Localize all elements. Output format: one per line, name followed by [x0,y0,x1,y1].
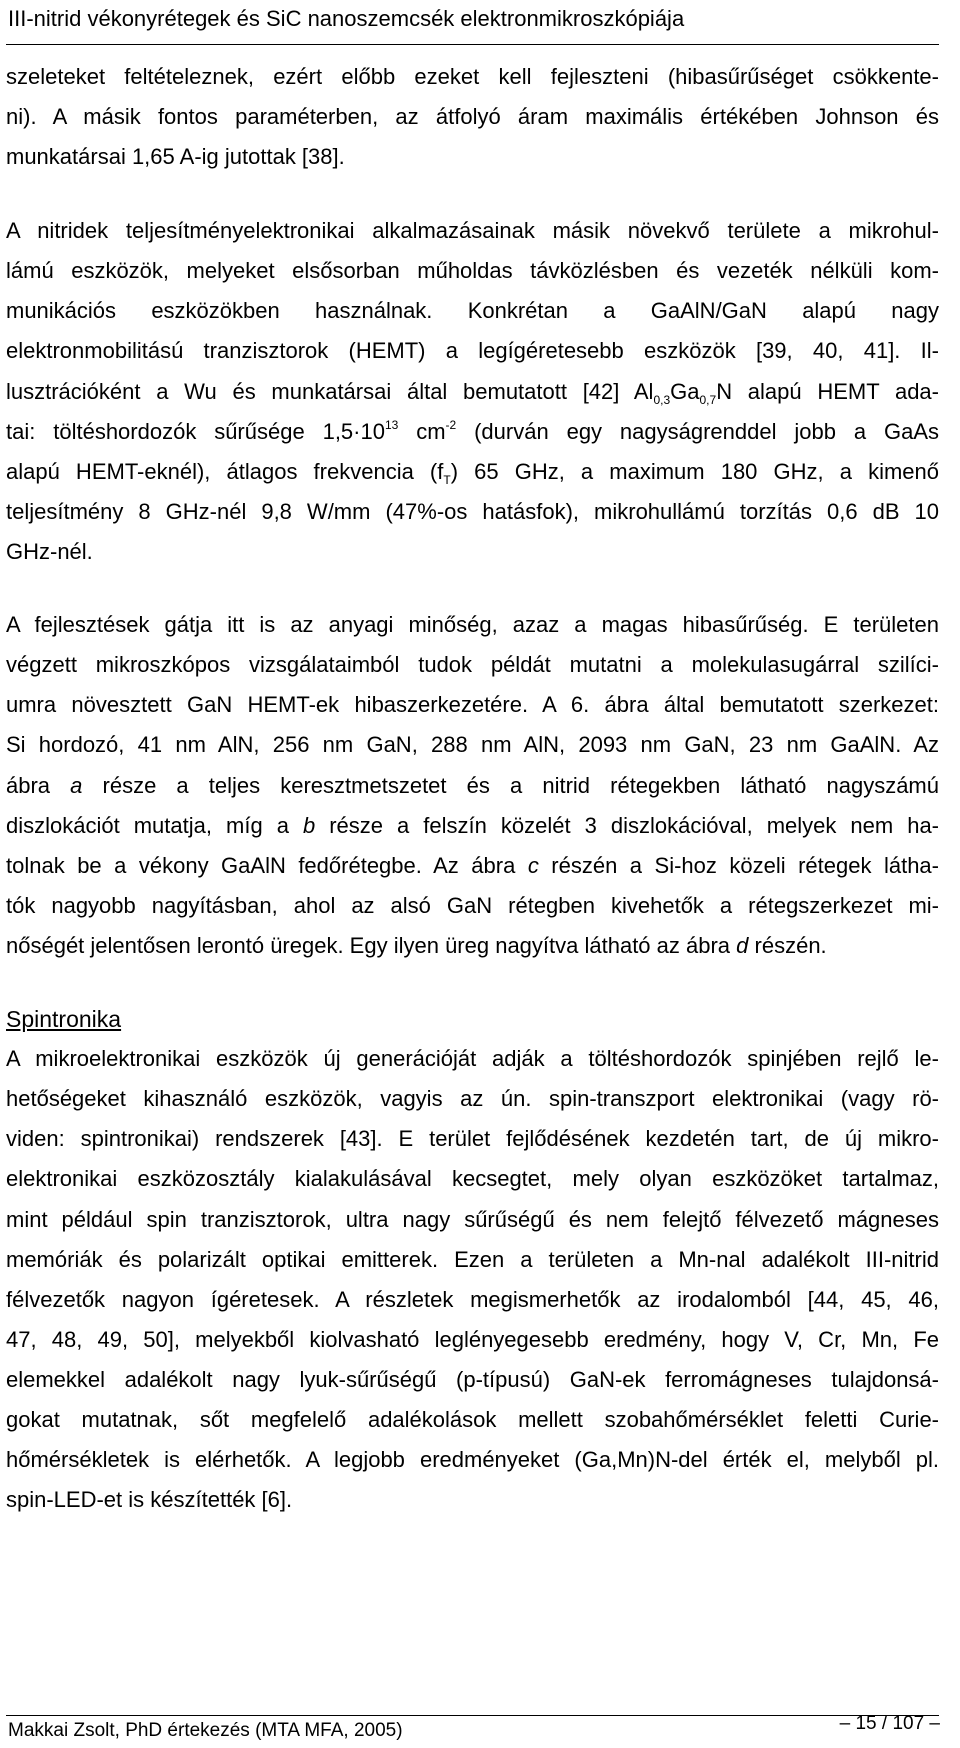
subscript: 0,3 [653,393,671,407]
paragraph-line: 47, 48, 49, 50], melyekből kiolvasható leglényegesebb eredmény, hogy V, Cr, Mn, Fe [6,1327,939,1352]
paragraph-line [6,852,939,880]
paragraph-line [6,772,939,800]
paragraph-line: gokat mutatnak, sőt megfelelő adalékolások mellett szobahőmérséklet feletti Curie- [6,1407,939,1432]
paragraph-line [6,378,939,406]
paragraph-line: hetőségeket kihasználó eszközök, vagyis az ún. spin-transzport elektronikai (vagy rö- [6,1086,939,1111]
text-run: tolnak be a vékony GaAlN fedőrétegbe. Az ábra [6,853,528,878]
paragraph-line: Si hordozó, 41 nm AlN, 256 nm GaN, 288 nm AlN, 2093 nm GaN, 23 nm GaAlN. Az [6,732,939,757]
footer-author: Makkai Zsolt, PhD értekezés (MTA MFA, 2005) [8,1720,403,1741]
paragraph-line: A nitridek teljesítményelektronikai alkalmazásainak másik növekvő területe a mikrohul- [6,218,939,243]
text-run: részén. [748,933,827,958]
paragraph-line: munikációs eszközökben használnak. Konkrétan a GaAlN/GaN alapú nagy [6,298,939,323]
subscript: T [443,473,451,487]
paragraph-line: munkatársai 1,65 A-ig jutottak [38]. [6,144,345,169]
paragraph-line: szeleteket feltételeznek, ezért előbb ezeket kell fejleszteni (hibasűrűséget csökkente- [6,64,939,89]
paragraph-line: elektronikai eszközosztály kialakulásával kecsegtet, mely olyan eszközöket tartalmaz, [6,1166,939,1191]
text-run: alapú HEMT-eknél), átlagos frekvencia (f [6,459,444,484]
text-run: tai: töltéshordozók sűrűsége 1,5·10 [6,419,385,444]
paragraph-line: spin-LED-et is készítették [6]. [6,1487,293,1512]
paragraph-line: mint például spin tranzisztorok, ultra nagy sűrűségű és nem felejtő félvezető mágneses [6,1207,939,1232]
text-run: ábra [6,773,71,798]
paragraph-line [6,458,939,486]
paragraph-line: félvezetők nagyon ígéretesek. A részletek megismerhetők az irodalomból [44, 45, 46, [6,1287,939,1312]
superscript: 13 [384,418,399,432]
paragraph-line [6,812,939,840]
superscript: -2 [445,418,457,432]
paragraph-line: viden: spintronikai) rendszerek [43]. E terület fejlődésének kezdetén tart, de új mikro- [6,1126,939,1151]
italic-letter: b [302,813,316,838]
paragraph-line: teljesítmény 8 GHz-nél 9,8 W/mm (47%-os hatásfok), mikrohullámú torzítás 0,6 dB 10 [6,499,939,524]
paragraph-line [6,418,939,446]
paragraph-line: GHz-nél. [6,539,93,564]
italic-letter: c [527,853,539,878]
italic-letter: a [70,773,83,798]
running-header-title: III-nitrid vékonyrétegek és SiC nanoszemcsék elektronmikroszkópiája [8,6,685,31]
text-run: (durván egy nagyságrenddel jobb a GaAs [456,419,939,444]
text-run: ) 65 GHz, a maximum 180 GHz, a kimenő [450,459,939,484]
text-run: Ga [670,379,700,404]
footer-divider [6,1715,939,1716]
text-run: N alapú HEMT ada- [716,379,939,404]
paragraph-line: A mikroelektronikai eszközök új generációját adják a töltéshordozók spinjében rejlő le- [6,1046,939,1071]
page-number: – 15 / 107 – [839,1713,940,1734]
paragraph-line: hőmérsékletek is elérhetők. A legjobb eredményeket (Ga,Mn)N-del érték el, melyből pl. [6,1447,939,1472]
paragraph-line: memóriák és polarizált optikai emitterek. Ezen a területen a Mn-nal adalékolt III-nitrid [6,1247,939,1272]
paragraph-line: végzett mikroszkópos vizsgálataimból tudok példát mutatni a molekulasugárral szilíci- [6,652,939,677]
text-run: nőségét jelentősen lerontó üregek. Egy ilyen üreg nagyítva látható az ábra [6,933,737,958]
paragraph-line: elektronmobilitású tranzisztorok (HEMT) a legígéretesebb eszközök [39, 40, 41]. Il- [6,338,939,363]
header-divider [6,44,939,45]
paragraph-line: A fejlesztések gátja itt is az anyagi minőség, azaz a magas hibasűrűség. E területen [6,612,939,637]
paragraph-line: umra növesztett GaN HEMT-ek hibaszerkezetére. A 6. ábra által bemutatott szerkezet: [6,692,939,717]
paragraph-line [6,932,939,960]
text-run: cm [398,419,446,444]
text-run: része a felszín közelét 3 diszlokációval, melyek nem ha- [315,813,940,838]
text-run: diszlokációt mutatja, míg a [6,813,303,838]
italic-letter: d [736,933,749,958]
text-run: részén a Si-hoz közeli rétegek látha- [538,853,939,878]
text-run: lusztrációként a Wu és munkatársai által bemutatott [42] Al [6,379,654,404]
paragraph-line: tók nagyobb nagyításban, ahol az alsó GaN rétegben kivehetők a rétegszerkezet mi- [6,893,939,918]
section-heading: Spintronika [6,1006,122,1032]
text-run: része a teljes keresztmetszetet és a nitrid rétegekben látható nagyszámú [82,773,939,798]
paragraph-line: ni). A másik fontos paraméterben, az átfolyó áram maximális értékében Johnson és [6,104,939,129]
subscript: 0,7 [699,393,717,407]
paragraph-line: lámú eszközök, melyeket elsősorban műholdas távközlésben és vezeték nélküli kom- [6,258,939,283]
paragraph-line: elemekkel adalékolt nagy lyuk-sűrűségű (p-típusú) GaN-ek ferromágneses tulajdonsá- [6,1367,939,1392]
